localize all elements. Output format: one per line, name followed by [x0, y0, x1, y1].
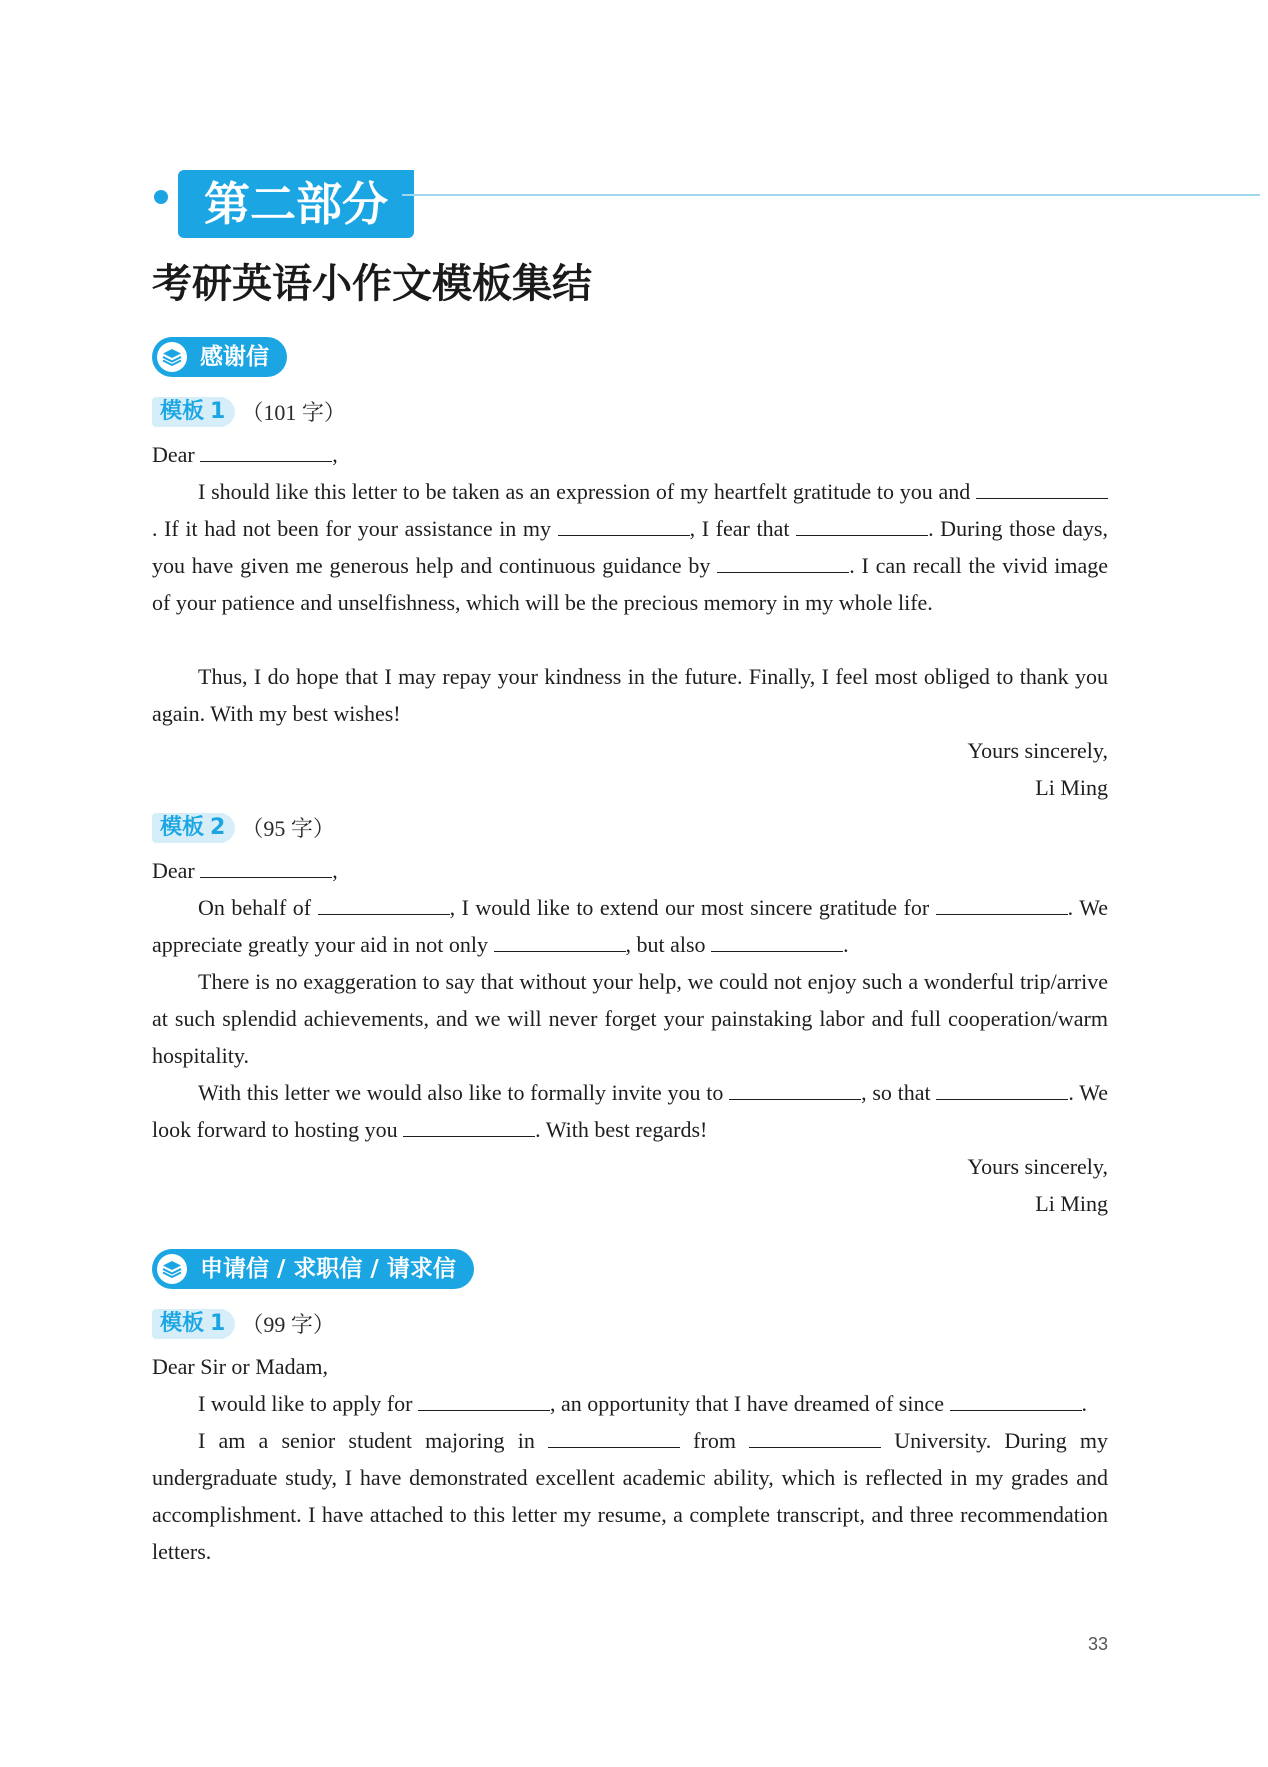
- salutation: [152, 1348, 1108, 1385]
- signature: Li Ming: [1035, 775, 1108, 800]
- salutation-text: Dear: [152, 442, 201, 467]
- template-number: 1: [210, 1310, 226, 1336]
- body-paragraph: [152, 473, 1108, 621]
- paragraph-text: . During those days, you have given me generous help and continuous guidance by: [152, 516, 1108, 578]
- word-count: （99 字）: [241, 1312, 335, 1337]
- fill-blank: [729, 1081, 861, 1100]
- word-count: （95 字）: [241, 816, 335, 841]
- section-heading-thanks-letter: [152, 337, 287, 377]
- fill-blank: [711, 933, 843, 952]
- paragraph-text: , I fear that: [689, 516, 797, 541]
- template-heading: [152, 812, 335, 842]
- body-paragraph: [152, 1074, 1108, 1148]
- header-rule: [402, 194, 1260, 196]
- bullet-dot: [154, 190, 168, 204]
- fill-blank: [936, 896, 1068, 915]
- fill-blank: [418, 1392, 550, 1411]
- paragraph-text: . I can recall the vivid image of your patience and unselfishness, which will be the precious memory in my whole life.: [152, 553, 1108, 615]
- paragraph-text: .: [1081, 1391, 1088, 1416]
- stack-layers-icon: [157, 1254, 187, 1284]
- fill-blank: [749, 1429, 881, 1448]
- body-paragraph: [152, 658, 1108, 732]
- salutation-text: Dear: [152, 858, 201, 883]
- paragraph-text: With this letter we would also like to formally invite you to: [198, 1080, 730, 1105]
- template-label-text: 模板: [160, 1310, 205, 1336]
- signature: Li Ming: [1035, 1191, 1108, 1216]
- paragraph-text: I should like this letter to be taken as an expression of my heartfelt gratitude to you and: [198, 479, 976, 504]
- paragraph-text: On behalf of: [198, 895, 318, 920]
- stack-layers-icon: [157, 342, 187, 372]
- fill-blank: [796, 517, 928, 536]
- paragraph-text: from: [680, 1428, 750, 1453]
- template-label: [152, 813, 235, 843]
- salutation: [152, 436, 1108, 473]
- paragraph-text: There is no exaggeration to say that without your help, we could not enjoy such a wonderful trip/arrive at such splendid achievements, and we will never forget your painstaking labor and full cooperation/warm hospitality.: [152, 969, 1108, 1068]
- fill-blank: [494, 933, 626, 952]
- fill-blank: [976, 480, 1108, 499]
- body-paragraph: [152, 1422, 1108, 1570]
- part-tag-notch: [388, 170, 400, 192]
- page-number: 33: [1087, 1634, 1108, 1654]
- template-heading: [152, 396, 346, 426]
- paragraph-text: , so that: [861, 1080, 937, 1105]
- fill-blank: [403, 1118, 535, 1137]
- paragraph-text: .: [843, 932, 849, 957]
- paragraph-text: I am a senior student majoring in: [198, 1428, 548, 1453]
- paragraph-text: . If it had not been for your assistance in my: [152, 516, 558, 541]
- part-header: [150, 170, 1110, 242]
- paragraph-text: Thus, I do hope that I may repay your kindness in the future. Finally, I feel most obliged to thank you again. With my best wishes!: [152, 664, 1108, 726]
- template-number: 2: [210, 814, 226, 840]
- paragraph-text: . With best regards!: [535, 1117, 708, 1142]
- closing: Yours sincerely,: [967, 738, 1108, 763]
- fill-blank: [950, 1392, 1082, 1411]
- template-label-text: 模板: [160, 398, 205, 424]
- paragraph-text: , an opportunity that I have dreamed of since: [549, 1391, 950, 1416]
- fill-blank: [548, 1429, 680, 1448]
- body-paragraph: [152, 1385, 1108, 1422]
- part-tag: 第二部分: [178, 170, 414, 238]
- template-heading: [152, 1308, 335, 1338]
- template-label: [152, 397, 235, 427]
- template-label: [152, 1309, 235, 1339]
- salutation-punct: ,: [332, 442, 338, 467]
- fill-blank: [200, 443, 332, 462]
- fill-blank: [936, 1081, 1068, 1100]
- paragraph-text: I would like to apply for: [198, 1391, 418, 1416]
- paragraph-text: . We appreciate greatly your aid in not only: [152, 895, 1109, 957]
- fill-blank: [318, 896, 450, 915]
- word-count: （101 字）: [241, 400, 346, 425]
- paragraph-text: University. During my undergraduate study, I have demonstrated excellent academic ability, which is reflected in my grades and accomplishment. I have attached to this letter my resume, a complete transcript, and three recommendation letters.: [152, 1428, 1108, 1564]
- page-title: 考研英语小作文模板集结: [152, 261, 592, 307]
- closing: Yours sincerely,: [967, 1154, 1108, 1179]
- body-paragraph: [152, 889, 1108, 963]
- section-title: 感谢信: [200, 344, 269, 370]
- salutation-punct: ,: [332, 858, 338, 883]
- body-paragraph: [152, 963, 1108, 1074]
- salutation-text: Dear Sir or Madam,: [152, 1354, 328, 1379]
- paragraph-text: , but also: [625, 932, 712, 957]
- fill-blank: [717, 554, 849, 573]
- fill-blank: [558, 517, 690, 536]
- paragraph-text: , I would like to extend our most sincere gratitude for: [449, 895, 936, 920]
- template-label-text: 模板: [160, 814, 205, 840]
- fill-blank: [200, 859, 332, 878]
- paragraph-text: . We look forward to hosting you: [152, 1080, 1108, 1142]
- section-heading-application-letter: [152, 1249, 474, 1289]
- template-number: 1: [210, 398, 226, 424]
- salutation: [152, 852, 1108, 889]
- section-title: 申请信 / 求职信 / 请求信: [200, 1256, 456, 1282]
